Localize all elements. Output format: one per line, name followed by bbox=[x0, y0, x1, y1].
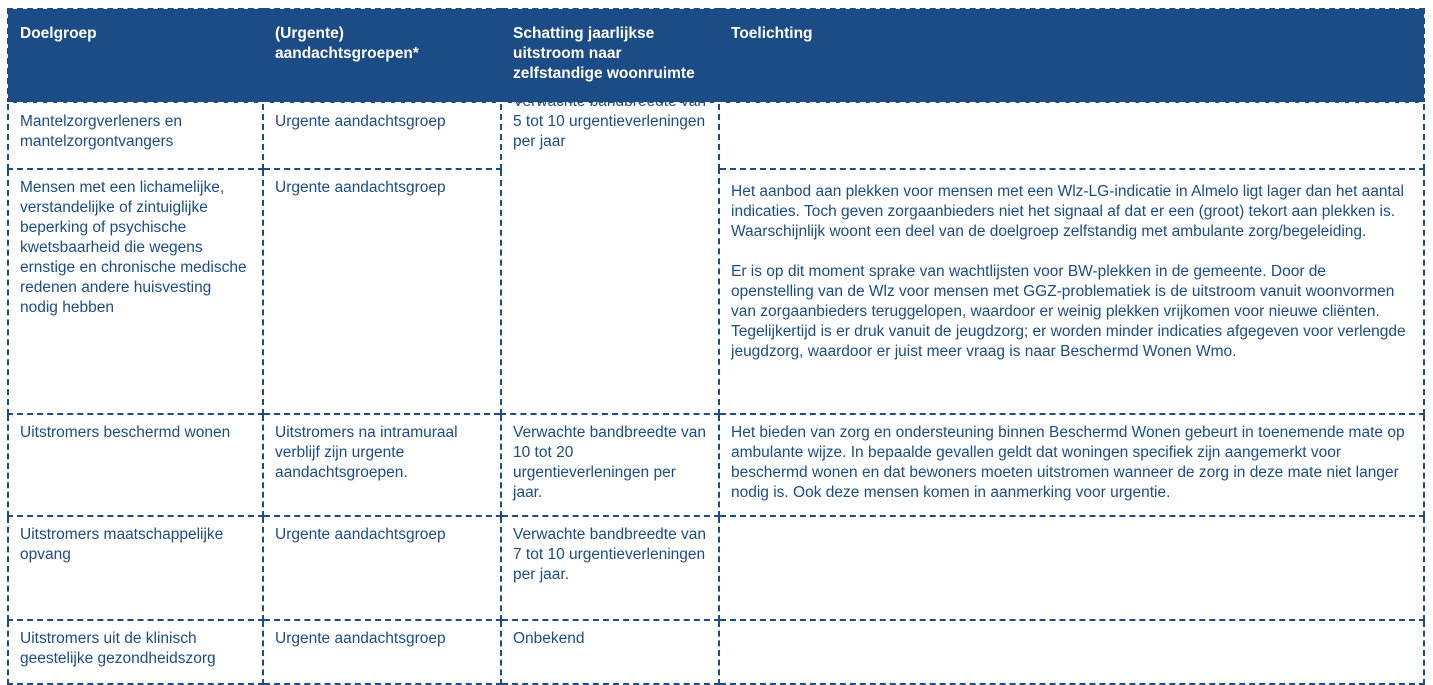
schatting-text: Verwachte bandbreedte van 5 tot 10 urgentieverleningen per jaar bbox=[513, 92, 707, 150]
cell-toelichting bbox=[719, 516, 1424, 620]
cell-toelichting: Het bieden van zorg en ondersteuning binnen Beschermd Wonen gebeurt in toenemende mate op ambulante wijze. In bepaalde gevallen geldt dat woningen specifiek zijn aangemerkt voor beschermd wonen en dat bewoners moeten uitstromen wanneer de zorg in deze mate niet langer nodig is. Ook deze mensen komen in aanmerking voor urgentie. bbox=[719, 414, 1424, 516]
table-header-row bbox=[8, 9, 1424, 103]
cell-doelgroep: Uitstromers maatschappelijke opvang bbox=[8, 516, 263, 620]
toelichting-paragraph: Het aanbod aan plekken voor mensen met een Wlz-LG-indicatie in Almelo ligt lager dan het aantal indicaties. Toch geven zorgaanbieders niet het signaal af dat er een (groot) tekort aan plekken is. Waarschijnlijk woont een deel van de doelgroep zelfstandig met ambulante zorg/begeleiding. bbox=[731, 183, 1404, 240]
doelgroepen-table bbox=[7, 8, 1425, 685]
table-row bbox=[8, 620, 1424, 684]
cell-doelgroep: Mantelzorgverleners en mantelzorgontvangers bbox=[8, 103, 263, 169]
cell-schatting: Verwachte bandbreedte van 7 tot 10 urgentieverleningen per jaar. bbox=[501, 516, 719, 620]
header-doelgroep: Doelgroep bbox=[8, 9, 263, 103]
cell-schatting bbox=[501, 92, 719, 414]
table-row bbox=[8, 516, 1424, 620]
cell-aandachtsgroep: Urgente aandachtsgroep bbox=[263, 516, 501, 620]
cell-toelichting bbox=[719, 169, 1424, 414]
cell-aandachtsgroep: Urgente aandachtsgroep bbox=[263, 620, 501, 684]
cell-aandachtsgroep: Uitstromers na intramuraal verblijf zijn urgente aandachtsgroepen. bbox=[263, 414, 501, 516]
toelichting-paragraph: Er is op dit moment sprake van wachtlijsten voor BW-plekken in de gemeente. Door de openstelling van de Wlz voor mensen met GGZ-problematiek is de uitstroom vanuit woonvormen van zorgaanbieders teruggelopen, waardoor er weinig plekken vrijkomen voor nieuwe cliënten. Tegelijkertijd is er druk vanuit de jeugdzorg; er worden minder indicaties afgegeven voor verlengde jeugdzorg, waardoor er juist meer vraag is naar Beschermd Wonen Wmo. bbox=[731, 263, 1406, 360]
header-schatting: Schatting jaarlijkse uitstroom naar zelfstandige woonruimte bbox=[501, 9, 719, 103]
header-aandachtsgroepen: (Urgente) aandachtsgroepen* bbox=[263, 9, 501, 103]
cell-doelgroep: Uitstromers beschermd wonen bbox=[8, 414, 263, 516]
table-row bbox=[8, 103, 1424, 169]
table-container bbox=[7, 8, 1423, 685]
cell-doelgroep: Mensen met een lichamelijke, verstandelijke of zintuiglijke beperking of psychische kwetsbaarheid die wegens ernstige en chronische medische redenen andere huisvesting nodig hebben bbox=[8, 169, 263, 414]
cell-aandachtsgroep: Urgente aandachtsgroep bbox=[263, 169, 501, 414]
cell-doelgroep: Uitstromers uit de klinisch geestelijke gezondheidszorg bbox=[8, 620, 263, 684]
table-row bbox=[8, 414, 1424, 516]
cell-toelichting bbox=[719, 103, 1424, 169]
header-toelichting: Toelichting bbox=[719, 9, 1424, 103]
cell-toelichting bbox=[719, 620, 1424, 684]
cell-aandachtsgroep: Urgente aandachtsgroep bbox=[263, 103, 501, 169]
cell-schatting: Verwachte bandbreedte van 10 tot 20 urgentieverleningen per jaar. bbox=[501, 414, 719, 516]
cell-schatting: Onbekend bbox=[501, 620, 719, 684]
